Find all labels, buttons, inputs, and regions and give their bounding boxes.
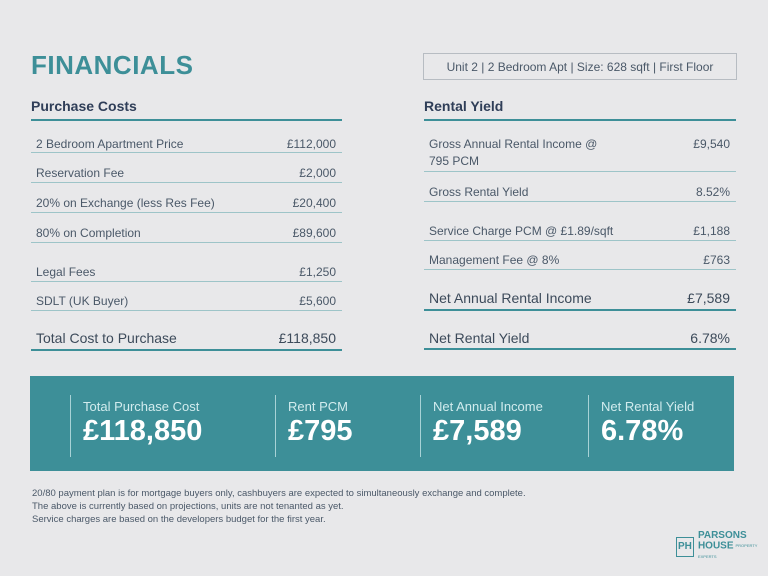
kpi-divider [420,395,421,457]
net-income-label: Net Annual Rental Income [429,290,592,306]
table-row [424,202,736,241]
net-income-value: £7,589 [687,290,730,306]
logo-line1: PARSONS [697,530,747,541]
row-value: £1,188 [693,224,730,238]
net-yield-label: Net Rental Yield [429,330,530,346]
row-value: £5,600 [299,294,336,308]
kpi-divider [588,395,589,457]
row-value: £89,600 [292,226,336,240]
footnote-line: 20/80 payment plan is for mortgage buyers only, cashbuyers are expected to simultaneously exchange and complete. [32,488,526,499]
row-label: 20% on Exchange (less Res Fee) [36,196,215,210]
row-value: £20,400 [292,196,336,210]
unit-info-text: Unit 2 | 2 Bedroom Apt | Size: 628 sqft | First Floor [446,59,714,74]
kpi-label: Total Purchase Cost [83,399,200,414]
row-value: £1,250 [299,265,336,279]
purchase-costs-table [31,130,342,351]
rental-yield-table [424,130,736,350]
summary-banner [30,376,734,471]
row-label: Management Fee @ 8% [429,253,560,267]
row-value: £112,000 [286,137,336,151]
table-row [31,213,342,243]
kpi-label: Net Rental Yield [601,399,695,414]
rental-yield-heading: Rental Yield [424,98,504,114]
total-row [31,311,342,351]
table-row [31,282,342,311]
kpi-divider [275,395,276,457]
table-row [31,243,342,282]
row-value: £2,000 [299,166,336,180]
table-row [31,153,342,183]
page-title: FINANCIALS [31,50,194,80]
footnote-line: Service charges are based on the developers budget for the first year. [32,514,326,525]
net-yield-value: 6.78% [690,330,730,346]
net-income-row [424,270,736,311]
logo-tagline: PROPERTY EXPERTS [697,543,758,559]
row-label: Reservation Fee [36,166,125,180]
parsons-house-logo [676,531,768,562]
row-label: 80% on Completion [36,226,141,240]
total-value: £118,850 [278,330,336,346]
footnote-line: The above is currently based on projections, units are not tenanted as yet. [32,501,344,512]
footnotes [32,487,526,526]
logo-mark: PH [676,537,694,557]
row-value: £763 [703,253,730,267]
table-row [31,130,342,153]
total-label: Total Cost to Purchase [36,330,177,346]
row-label: Legal Fees [36,265,96,279]
logo-line2: HOUSE [697,540,734,552]
rental-yield-rule [424,119,736,121]
kpi-label: Net Annual Income [433,399,543,414]
row-label: Gross Annual Rental Income @ 795 PCM [429,137,598,168]
kpi-value: £118,850 [83,415,203,447]
net-yield-row [424,311,736,350]
row-label: 2 Bedroom Apartment Price [36,137,184,151]
kpi-label: Rent PCM [288,399,348,414]
row-value: £9,540 [693,137,730,151]
table-row [31,183,342,213]
table-row [424,172,736,202]
row-label: Service Charge PCM @ £1.89/sqft [429,224,614,238]
purchase-costs-heading: Purchase Costs [31,98,137,114]
row-value: 8.52% [695,185,730,199]
table-row [424,130,736,172]
kpi-value: £7,589 [433,415,522,447]
row-label: Gross Rental Yield [429,185,529,199]
purchase-costs-rule [31,119,342,121]
kpi-divider [70,395,71,457]
kpi-value: 6.78% [601,415,684,447]
logo-wordmark [698,531,768,562]
table-row [424,241,736,270]
row-label: SDLT (UK Buyer) [36,294,129,308]
unit-info-box [423,53,737,80]
kpi-value: £795 [288,415,353,447]
